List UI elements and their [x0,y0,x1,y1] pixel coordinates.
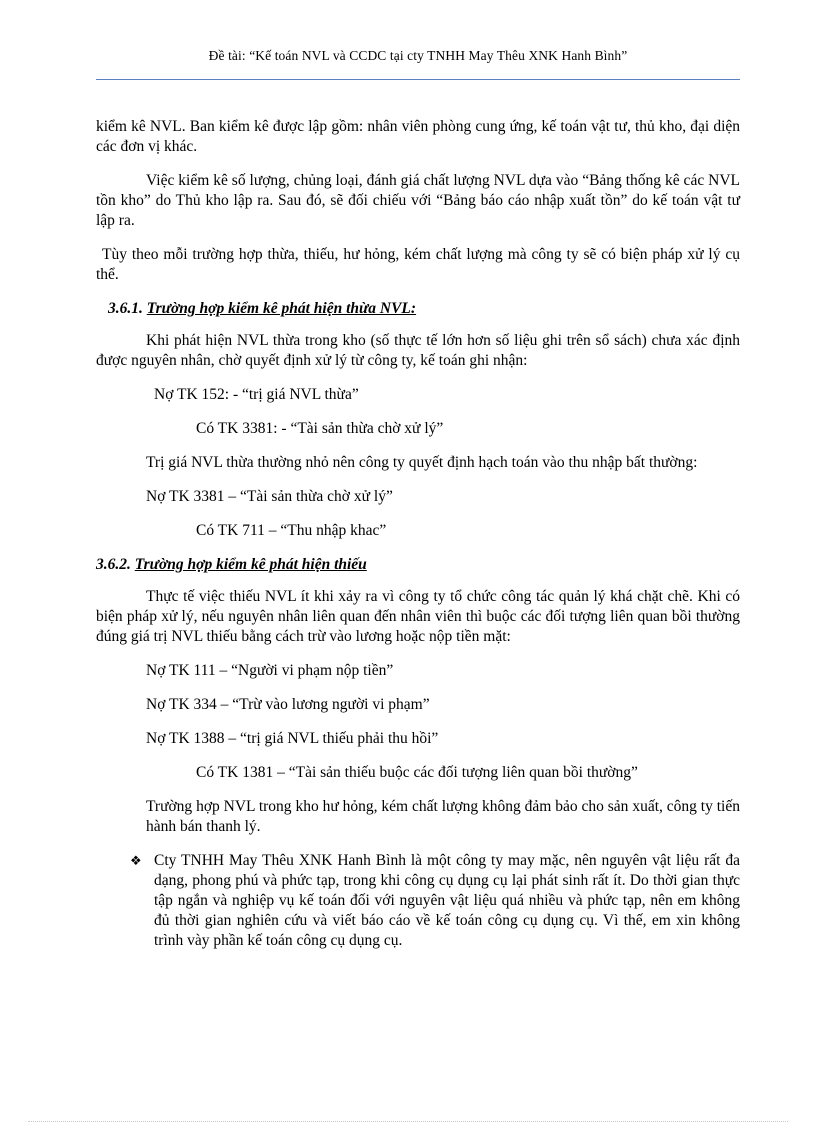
bullet-item [96,851,740,951]
paragraph-2: Việc kiểm kê số lượng, chủng loại, đánh giá chất lượng NVL dựa vào “Bảng thống kê các NVL tồn kho” do Thủ kho lập ra. Sau đó, sẽ đối chiếu với “Bảng báo cáo nhập xuất tồn” do kế toán vật tư lập ra. [96,172,740,229]
section1-paragraph-2: Trị giá NVL thừa thường nhỏ nên công ty quyết định hạch toán vào thu nhập bất thường: [146,454,698,471]
entry-credit-3381: Có TK 3381: - “Tài sản thừa chờ xử lý” [196,420,444,437]
page-bottom-divider [28,1121,788,1122]
section-number: 3.6.1. [108,300,143,317]
section-title: Trường hợp kiểm kê phát hiện thiếu [134,556,367,573]
document-body [96,117,740,951]
bullet-text: Cty TNHH May Thêu XNK Hanh Bình là một công ty may mặc, nên nguyên vật liệu rất đa dạng, phong phú và phức tạp, trong khi công cụ dụng cụ lại phát sinh rất ít. Do thời gian thực tập ngắn và nghiệp vụ kế toán đối với nguyên vật liệu quá nhiều và phức tạp, nên em không đủ thời gian nghiên cứu và viết báo cáo về kế toán công cụ dụng cụ. Vì thế, em xin không trình vày phần kế toán công cụ dụng cụ. [154,852,740,949]
header-divider [96,79,740,80]
section2-paragraph-2: Trường hợp NVL trong kho hư hỏng, kém chất lượng không đảm bảo cho sản xuất, công ty tiến hành bán thanh lý. [146,798,740,835]
paragraph-3: Tùy theo mỗi trường hợp thừa, thiếu, hư hỏng, kém chất lượng mà công ty sẽ có biện pháp xử lý cụ thể. [96,246,740,283]
section-heading-3-6-2 [96,555,740,575]
entry-debit-3381: Nợ TK 3381 – “Tài sản thừa chờ xử lý” [146,488,393,505]
section-heading-3-6-1 [96,299,740,319]
page-header: Đề tài: “Kế toán NVL và CCDC tại cty TNHH May Thêu XNK Hanh Bình” [208,48,628,63]
section2-paragraph-1: Thực tế việc thiếu NVL ít khi xảy ra vì công ty tổ chức công tác quản lý khá chặt chẽ. Khi có biện pháp xử lý, nếu nguyên nhân liên quan đến nhân viên thì buộc các đối tượng liên quan bồi thường đúng giá trị NVL thiếu bằng cách trừ vào lương hoặc nộp tiền mặt: [96,588,740,645]
diamond-bullet-icon: ❖ [130,853,142,868]
entry-debit-111: Nợ TK 111 – “Người vi phạm nộp tiền” [146,662,394,679]
entry-debit-334: Nợ TK 334 – “Trừ vào lương người vi phạm” [146,696,430,713]
section-number: 3.6.2. [96,556,131,573]
entry-debit-1388: Nợ TK 1388 – “trị giá NVL thiếu phải thu hồi” [146,730,439,747]
paragraph-1: kiểm kê NVL. Ban kiểm kê được lập gồm: nhân viên phòng cung ứng, kế toán vật tư, thủ kho, đại diện các đơn vị khác. [96,118,740,155]
section-title: Trường hợp kiểm kê phát hiện thừa NVL: [146,300,417,317]
entry-debit-152: Nợ TK 152: - “trị giá NVL thừa” [154,386,359,403]
entry-credit-711: Có TK 711 – “Thu nhập khac” [196,522,387,539]
entry-credit-1381: Có TK 1381 – “Tài sản thiếu buộc các đối tượng liên quan bồi thường” [196,764,638,781]
section1-paragraph-1: Khi phát hiện NVL thừa trong kho (số thực tế lớn hơn số liệu ghi trên sổ sách) chưa xác định được nguyên nhân, chờ quyết định xử lý từ công ty, kế toán ghi nhận: [96,332,740,369]
